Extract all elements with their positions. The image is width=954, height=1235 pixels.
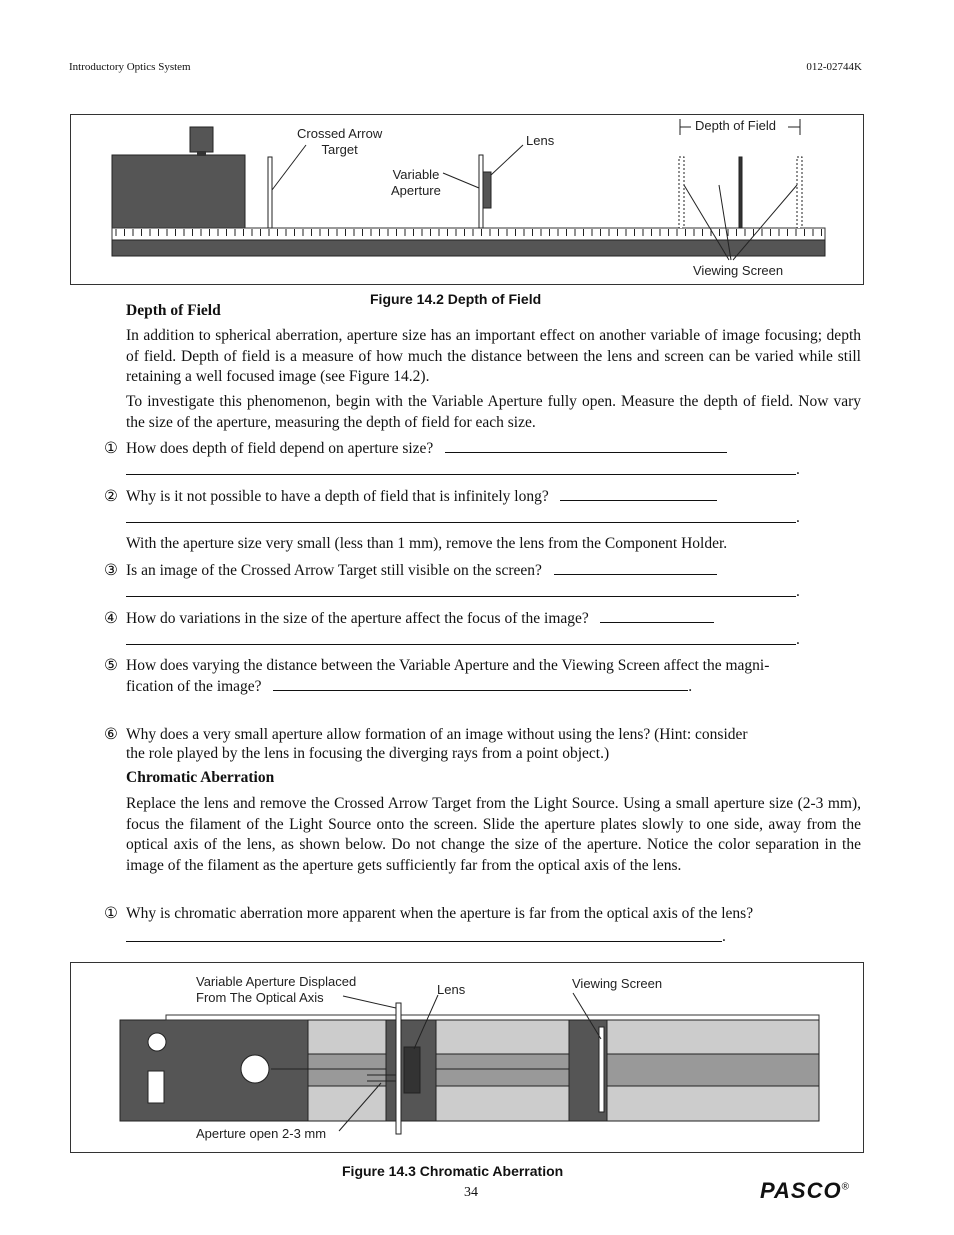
answer-line[interactable] bbox=[126, 596, 796, 597]
paragraph-small-aperture: With the aperture size very small (less than 1 mm), remove the lens from the Component Holder. bbox=[126, 535, 728, 552]
paragraph-investigate: To investigate this phenomenon, begin with the Variable Aperture fully open. Measure the depth of field. Now vary the size of the aperture, measuring the depth of field for each size. bbox=[126, 393, 861, 431]
answer-blank[interactable] bbox=[445, 438, 727, 453]
page-number: 34 bbox=[464, 1185, 478, 1200]
viewing-screen-near bbox=[679, 157, 684, 228]
light-source-knob bbox=[148, 1033, 166, 1051]
label-viewing-screen: Viewing Screen bbox=[572, 976, 663, 991]
paragraph-depth-of-field-intro: In addition to spherical aberration, aperture size has an important effect on another variable of image focusing; depth of field. Depth of field is a measure of how much the distance between the lens and screen can be varied while still retaining a well focused image (see Figure 14.2). bbox=[126, 327, 861, 385]
question-number: ④ bbox=[104, 610, 118, 627]
paragraph-chromatic-aberration: Replace the lens and remove the Crossed Arrow Target from the Light Source. Using a small aperture size (2-3 mm), focus the filament of the Light Source onto the screen. Slide the aperture plates slowly to one side, away from the optical axis of the lens, as shown below. Do not change the size of the aperture. Notice the color separation in the image of the filament as the aperture gets sufficiently far from the optical axis of the lens. bbox=[126, 795, 861, 874]
section-heading-chromatic-aberration: Chromatic Aberration bbox=[126, 769, 275, 786]
label-depth-of-field: Depth of Field bbox=[695, 118, 776, 133]
question-6-line-2: the role played by the lens in focusing the diverging rays from a point object.) bbox=[126, 745, 610, 762]
section-heading-depth-of-field: Depth of Field bbox=[126, 302, 221, 319]
question-number: ⑥ bbox=[104, 726, 118, 743]
lens-block bbox=[483, 172, 491, 208]
figure-caption-14-3: Figure 14.3 Chromatic Aberration bbox=[342, 1163, 564, 1179]
label-lens: Lens bbox=[437, 982, 466, 997]
question-number: ⑤ bbox=[104, 657, 118, 674]
variable-aperture bbox=[479, 155, 483, 228]
light-source-lens-port bbox=[241, 1055, 269, 1083]
crossed-arrow-target bbox=[268, 157, 272, 228]
label-variable-aperture: Variable Aperture bbox=[391, 167, 441, 198]
pasco-logo: PASCO® bbox=[760, 1178, 850, 1203]
figure-depth-of-field bbox=[70, 114, 864, 285]
optical-bench-scale bbox=[112, 228, 825, 240]
lens-top bbox=[404, 1047, 420, 1093]
label-aperture-open: Aperture open 2-3 mm bbox=[196, 1126, 327, 1141]
answer-line[interactable] bbox=[126, 474, 796, 475]
answer-line[interactable] bbox=[126, 522, 796, 523]
answer-blank[interactable] bbox=[554, 560, 717, 575]
question-number: ③ bbox=[104, 562, 118, 579]
viewing-screen-top bbox=[599, 1027, 604, 1112]
light-source-switch bbox=[148, 1071, 164, 1103]
answer-line[interactable] bbox=[126, 941, 722, 942]
answer-line[interactable] bbox=[126, 644, 796, 645]
viewing-screen bbox=[739, 157, 742, 228]
figure-chromatic-aberration bbox=[70, 962, 864, 1153]
figure-caption-14-2: Figure 14.2 Depth of Field bbox=[370, 291, 542, 307]
chromatic-aberration-diagram bbox=[71, 963, 863, 1152]
label-variable-aperture-displaced: Variable Aperture Displaced From The Optical Axis bbox=[196, 974, 357, 1005]
answer-blank[interactable] bbox=[273, 676, 688, 691]
label-viewing-screen: Viewing Screen bbox=[693, 263, 784, 278]
question-5-line-2: fication of the image? . bbox=[126, 678, 693, 695]
running-header-doc-number: 012-02744K bbox=[806, 61, 862, 73]
answer-blank[interactable] bbox=[560, 486, 717, 501]
answer-blank[interactable] bbox=[600, 608, 714, 623]
light-source-box bbox=[112, 155, 245, 230]
label-lens: Lens bbox=[526, 133, 555, 148]
question-number: ② bbox=[104, 488, 118, 505]
viewing-screen-far bbox=[797, 157, 802, 228]
variable-aperture-plate bbox=[396, 1003, 401, 1134]
question-number: ① bbox=[104, 905, 118, 922]
depth-of-field-diagram bbox=[71, 115, 863, 284]
label-crossed-arrow-target: Crossed Arrow Target bbox=[297, 126, 383, 157]
light-source-lamp bbox=[190, 127, 213, 152]
question-number: ① bbox=[104, 440, 118, 457]
running-header-title: Introductory Optics System bbox=[69, 61, 191, 73]
